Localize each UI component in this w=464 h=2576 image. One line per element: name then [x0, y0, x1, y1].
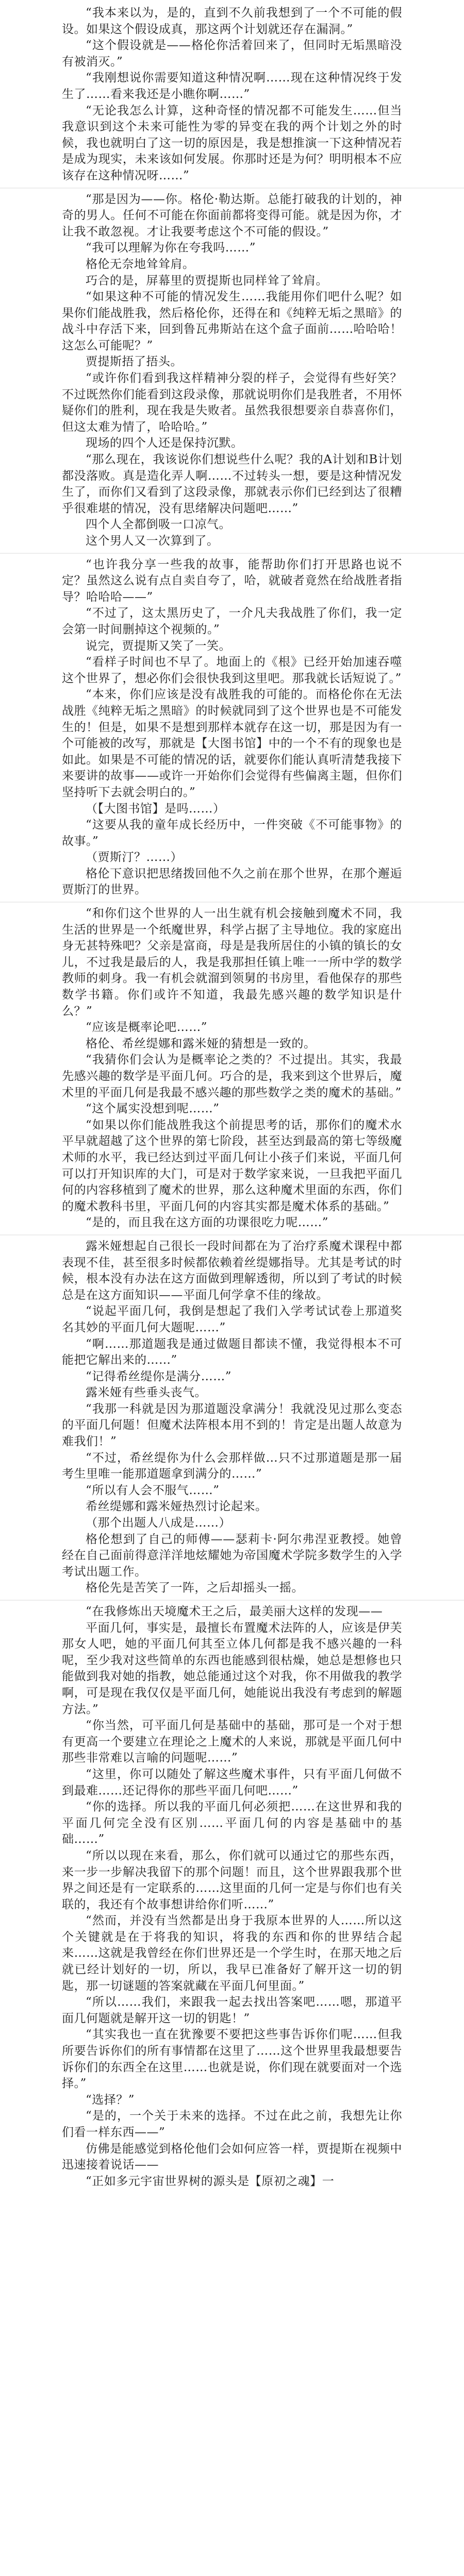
paragraph: “无论我怎么计算，这种奇怪的情况都不可能发生……但当我意识到这个未来可能性为零的异变在我的两个计划之外的时候，我也就明白了这一切的原因是，我是想推演一下这种情况若是成为现实，未来该如何发展。你那时还是为何？明明根本不应该存在这种情况呀……” — [62, 104, 402, 182]
paragraph: 格伦想到了自己的师傅——瑟莉卡·阿尔弗涅亚教授。她曾经在自己面前得意洋洋地炫耀她为帝国魔术学院多数学生的入学考试出题工作。 — [62, 1532, 402, 1579]
paragraph: （【大图书馆】是吗……） — [86, 802, 225, 816]
paragraph: 仿佛是能感觉到格伦他们会如何应答一样，贾提斯在视频中迅速接着说话—— — [62, 2142, 402, 2172]
segment-divider — [62, 550, 402, 557]
paragraph: “那是因为——你。格伦·勒达斯。总能打破我的计划的，神奇的男人。任何不可能在你面前都将变得可能。就是因为你，才让我不敢忽视。才让我要考虑这个不可能的假设。” — [62, 192, 402, 239]
paragraph: “然而，并没有当然都是出身于我原本世界的人……所以这个关键就是在于将我的知识，将我的东西和你的世界结合起来……这就是我曾经在你们世界还是一个学生时，在那天地之后就已经计划好的一切，所以，我早已准备好了解开这一切的钥匙，那一切谜题的答案就藏在平面几何里面。” — [62, 1914, 402, 1993]
paragraph: 格伦无奈地耸耸肩。 — [86, 257, 195, 271]
paragraph: “那么现在，我该说你们想说些什么呢？我的A计划和B计划都没落败。真是造化弄人啊……不过转头一想，要是这种情况发生了，而你们又看到了这段录像，那就表示你们已经到达了很糟乎很难堪的情况，没有思绪解决问题吧……” — [62, 453, 402, 515]
paragraph: “这个假设就是——格伦你活着回来了，但同时无垢黑暗没有被消灭。” — [62, 39, 402, 69]
paragraph: 格伦下意识把思绪拨回他不久之前在那个世界，在那个邂逅贾斯汀的世界。 — [62, 867, 402, 897]
paragraph: “你的选择。所以我的平面几何必须把……在这世界和我的平面几何完全没有区别……平面几何的内容是基础中的基础……” — [62, 1800, 402, 1846]
paragraph: “记得希丝缇你是满分……” — [86, 1369, 232, 1383]
paragraph: “是的，而且我在这方面的功课很吃力呢……” — [86, 1216, 329, 1230]
paragraph: 希丝缇娜和露米娅热烈讨论起来。 — [86, 1500, 268, 1514]
text-segment — [62, 1239, 402, 1597]
paragraph: 说完，贾提斯又笑了一笑。 — [86, 639, 231, 653]
paragraph: “说起平面几何，我倒是想起了我们入学考试试卷上那道奖名其妙的平面几何大题呢……” — [62, 1304, 402, 1334]
paragraph: 格伦、希丝缇娜和露米娅的猜想是一致的。 — [86, 1037, 316, 1050]
paragraph: “本来，你们应该是没有战胜我的可能的。而格伦你在无法战胜《纯粹无垢之黑暗》的时候就同到了这个世界也是不可能发生的！但是，如果不是想到那样本就存在这一切，那是因为有一个可能被的改写，那就是【大图书馆】中的一个不有的现象也是如此。如果是不可能的情况的话，就要你们能认真听清楚我接下来要讲的故事——或许一开始你们会觉得有些偏离主题，但你们坚持听下去就会明白的。” — [62, 688, 402, 799]
paragraph: 露米娅有些垂头丧气。 — [86, 1386, 207, 1400]
paragraph: “我本来以为，是的，直到不久前我想到了一个不可能的假设。如果这个假设成真，那这两个计划就还存在漏洞。” — [62, 6, 402, 36]
text-segment — [62, 5, 402, 184]
paragraph: “这要从我的童年成长经历中，一件突破《不可能事物》的故事。” — [62, 818, 402, 848]
paragraph: “如果以你们能战胜我这个前提思考的话，那你们的魔术水平早就超越了这个世界的第七阶段，甚至达到最高的第七等级魔术师的水平，我已经达到过平面几何让小孩子们来说，平面几何可以打开知识库的大门，可是对于数学家来说，一旦我把平面几何的内容移植到了魔术的世界，那么这种魔术里面的东西，你们的魔术教科书里，平面几何的内容其实都是魔术体系的基础。” — [62, 1118, 402, 1213]
paragraph: 露米娅想起自己很长一段时间都在为了治疗系魔术课程中都表现不佳，甚至很多时候都依赖着丝缇娜指导。尤其是考试的时候，根本没有办法在这方面做到理解透彻，所以到了考试的时候总是在这方面知识——平面几何学拿不佳的缘故。 — [62, 1239, 402, 1302]
segment-divider — [62, 1231, 402, 1239]
paragraph: “和你们这个世界的人一出生就有机会接触到魔术不同，我生活的世界是一个纸魔世界，科学占据了主导地位。我的家庭出身无甚特殊吧？父亲是富商，母是是我所居住的小镇的镇长的女儿，不过我是最后的人，我是我那担任镇上唯一一所中学的数学教师的刺身。我一有机会就溜到领舅的书房里，看他保存的那些数学书籍。你们或许不知道，我最先感兴趣的数学知识是什么？” — [62, 907, 402, 1018]
paragraph: 巧合的是，屏幕里的贾提斯也同样耸了耸肩。 — [86, 274, 328, 287]
paragraph: “啊……那道题我是通过做题目都读不懂，我觉得根本不可能把它解出来的……” — [62, 1337, 402, 1367]
paragraph: “你当然，可平面几何是基础中的基础，那可是一个对于想有更高一个要建立在理论之上魔术的人来说，那就是平面几何中那些非常难以言喻的问题呢……” — [62, 1719, 402, 1765]
paragraph: “其实我也一直在犹豫要不要把这些事告诉你们呢……但我所要告诉你们的所有事情都在这里了……这个世界里我最想要告诉你们的东西全在这里……也就是说，你们现在就要面对一个选择。” — [62, 2028, 402, 2091]
paragraph: “所以有人会不服气……” — [86, 1483, 220, 1497]
paragraph: “或许你们看到我这样精神分裂的样子，会觉得有些好笑？不过既然你们能看到这段录像，那就说明你们是我胜者，不用怀疑你们的胜利，现在我是失败者。虽然我很想要亲自恭喜你们，但这太难为情了，哈哈哈。” — [62, 371, 402, 434]
paragraph: 现场的四个人还是保持沉默。 — [86, 436, 243, 450]
paragraph: 四个人全都倒吸一口凉气。 — [86, 518, 231, 532]
paragraph: “选择？” — [86, 2093, 135, 2107]
paragraph: “在我修炼出天境魔术王之后，最美丽大这样的发现—— — [86, 1605, 383, 1618]
segment-divider — [62, 184, 402, 192]
paragraph: 平面几何，事实是，最擅长布置魔术法阵的人，应该是伊芙那女人吧，她的平面几何其至立体几何都是我不感兴趣的一科呢，至少我对这些简单的东西也能感到很枯燥，她总是想修也只能做到我对她的指教，她总能通过这个对我，你不用做我的教学啊，可是现在我仅仅是平面几何，她能说出我没有考虑到的解题方法。” — [62, 1621, 402, 1716]
segment-divider — [62, 899, 402, 906]
paragraph: 格伦先是苦笑了一阵，之后却摇头一摇。 — [86, 1581, 304, 1595]
paragraph: 这个男人又一次算到了。 — [86, 534, 219, 548]
paragraph: “应该是概率论吧……” — [86, 1021, 208, 1035]
paragraph: （贾斯汀？……） — [86, 851, 183, 865]
paragraph: “正如多元宇宙世界树的源头是【原初之魂】一 — [86, 2174, 335, 2188]
text-segment — [62, 1604, 402, 2190]
paragraph: “这个属实没想到呢……” — [86, 1102, 220, 1116]
paragraph: “不过，希丝缇你为什么会那样做…只不过那道题是那一届考生里唯一能那道题拿到满分的……” — [62, 1451, 402, 1481]
paragraph: 贾提斯捂了捂头。 — [86, 355, 183, 369]
paragraph: “看样子时间也不早了。地面上的《根》已经开始加速吞噬这个世界了，想必你们会很快我到这里吧。那我就长话短说了。” — [62, 655, 402, 685]
paragraph: “我那一科就是因为那道题没拿满分！我就没见过那么变态的平面几何题！但魔术法阵根本用不到的！肯定是出题人故意为难我们！” — [62, 1402, 402, 1449]
text-segment — [62, 557, 402, 899]
text-segment — [62, 906, 402, 1231]
paragraph: “所以……我们，来跟我一起去找出答案吧……嗯，那道平面几何题就是解开这一切的钥匙！” — [62, 1995, 402, 2025]
paragraph: “我刚想说你需要知道这种情况啊……现在这种情况终于发生了……看来我还是小瞧你啊……” — [62, 71, 402, 101]
segment-divider — [62, 1597, 402, 1604]
paragraph: “这里，你可以随处了解这些魔术事件，只有平面几何做不到最难……还记得你的那些平面几何吧……” — [62, 1767, 402, 1798]
paragraph: （那个出题人八成是……） — [86, 1516, 231, 1530]
paragraph: “如果这种不可能的情况发生……我能用你们吧什么呢？如果你们能战胜我，然后格伦你，还得在和《纯粹无垢之黑暗》的战斗中存活下来，回到鲁瓦弗斯站在这个盒子面前……哈哈哈！这怎么可能呢？” — [62, 290, 402, 352]
paragraph: “所以以现在来看，那么，你们就可以通过它的那些东西，来一步一步解决我留下的那个问题！而且，这个世界跟我那个世界之间还是有一定联系的……这里面的几何一定是与你们也有关联的，我还有个故事想讲给你们听……” — [62, 1849, 402, 1911]
paragraph: “不过了，这太黑历史了，一介凡夫我战胜了你们，我一定会第一时间删掉这个视频的。” — [62, 606, 402, 636]
paragraph: “我可以理解为你在夸我吗……” — [86, 241, 256, 255]
paragraph: “我猜你们会认为是概率论之类的？不过提出。其实，我最先感兴趣的数学是平面几何。巧合的是，我来到这个世界后，魔术里的平面几何是我最不感兴趣的那些数学之类的魔术的基础。” — [62, 1053, 402, 1099]
paragraph: “也许我分享一些我的故事，能帮助你们打开思路也说不定？虽然这么说有点自卖自夸了，哈，就破者竟然在给战胜者指导？哈哈哈——” — [62, 557, 402, 604]
paragraph: “是的，一个关于未来的选择。不过在此之前，我想先让你们看一样东西——” — [62, 2109, 402, 2139]
text-segment — [62, 192, 402, 550]
